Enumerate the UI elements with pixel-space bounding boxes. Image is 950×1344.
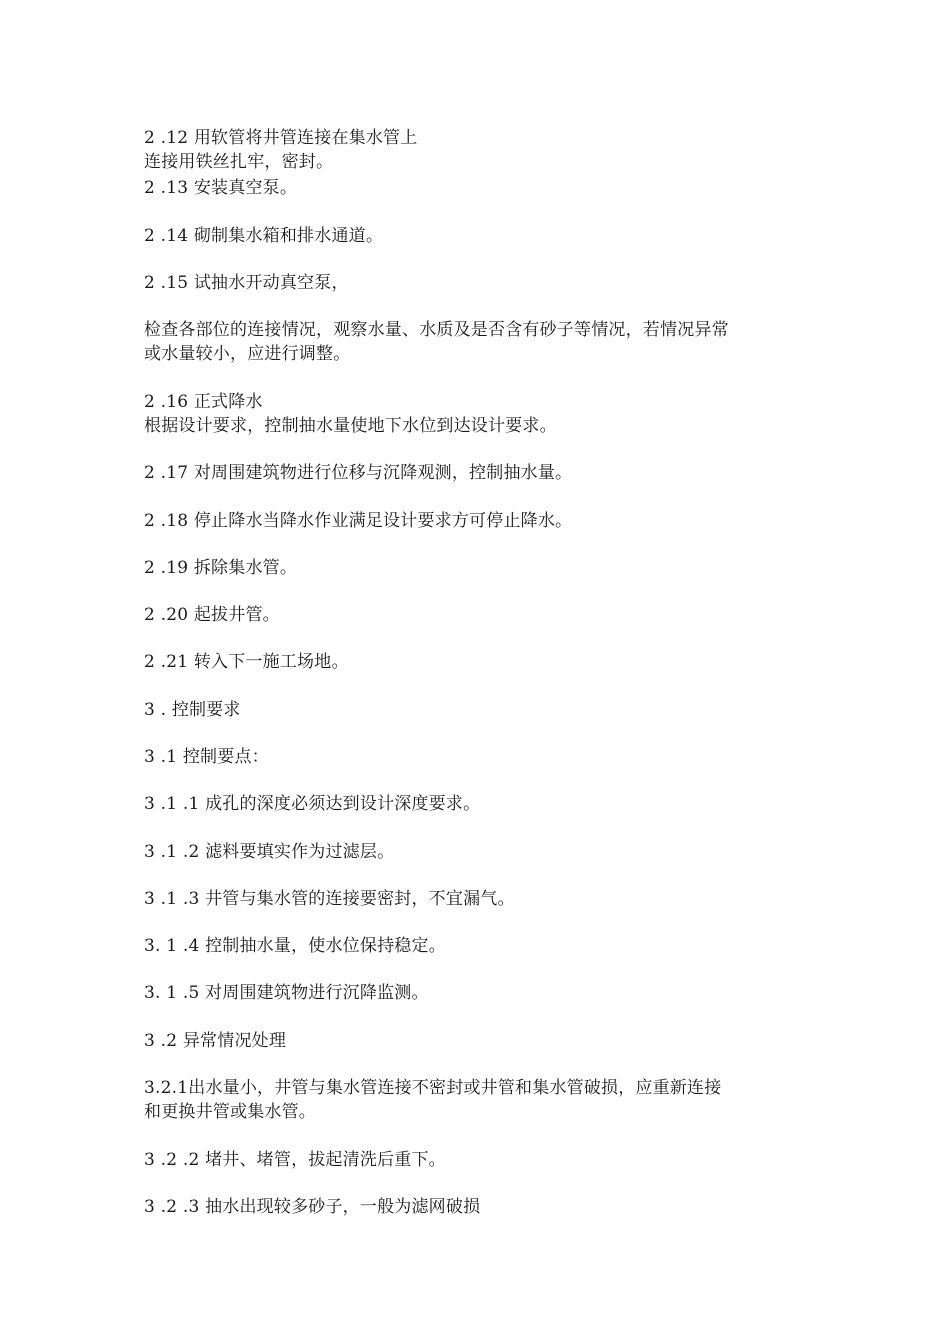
text-line: 和更换井管或集水管。	[144, 1102, 316, 1122]
text-line: 根据设计要求，控制抽水量使地下水位到达设计要求。	[144, 416, 557, 436]
text-line: 2 .14 砌制集水箱和排水通道。	[144, 226, 384, 246]
text-line: 3 .1 .1 成孔的深度必须达到设计深度要求。	[144, 794, 481, 814]
text-line: 3 .2 .2 堵井、堵管，拔起清洗后重下。	[144, 1150, 446, 1170]
text-line: 3. 1 .4 控制抽水量，使水位保持稳定。	[144, 936, 446, 956]
text-line: 2 .17 对周围建筑物进行位移与沉降观测，控制抽水量。	[144, 463, 573, 483]
text-line: 2 .15 试抽水开动真空泵，	[144, 273, 349, 293]
text-line: 2 .20 起拔井管。	[144, 605, 280, 625]
section-heading: 3 . 控制要求	[144, 700, 241, 720]
text-line: 3 .2 .3 抽水出现较多砂子，一般为滤网破损	[144, 1197, 481, 1217]
text-line: 3 .1 控制要点：	[144, 747, 269, 767]
text-line: 3. 1 .5 对周围建筑物进行沉降监测。	[144, 983, 429, 1003]
text-line: 2 .19 拆除集水管。	[144, 558, 298, 578]
text-line: 3.2.1出水量小，井管与集水管连接不密封或井管和集水管破损，应重新连接	[144, 1078, 722, 1098]
text-line: 2 .13 安装真空泵。	[144, 178, 298, 198]
text-line: 2 .16 正式降水	[144, 392, 263, 412]
text-line: 或水量较小，应进行调整。	[144, 344, 351, 364]
text-line: 3 .1 .2 滤料要填实作为过滤层。	[144, 842, 395, 862]
text-line: 连接用铁丝扎牢，密封。	[144, 152, 334, 172]
text-line: 2 .18 停止降水当降水作业满足设计要求方可停止降水。	[144, 511, 573, 531]
text-line: 3 .1 .3 井管与集水管的连接要密封，不宜漏气。	[144, 889, 515, 909]
text-line: 检查各部位的连接情况，观察水量、水质及是否含有砂子等情况，若情况异常	[144, 320, 729, 340]
text-line: 2 .12 用软管将井管连接在集水管上	[144, 128, 418, 148]
text-line: 2 .21 转入下一施工场地。	[144, 652, 349, 672]
text-line: 3 .2 异常情况处理	[144, 1031, 287, 1051]
